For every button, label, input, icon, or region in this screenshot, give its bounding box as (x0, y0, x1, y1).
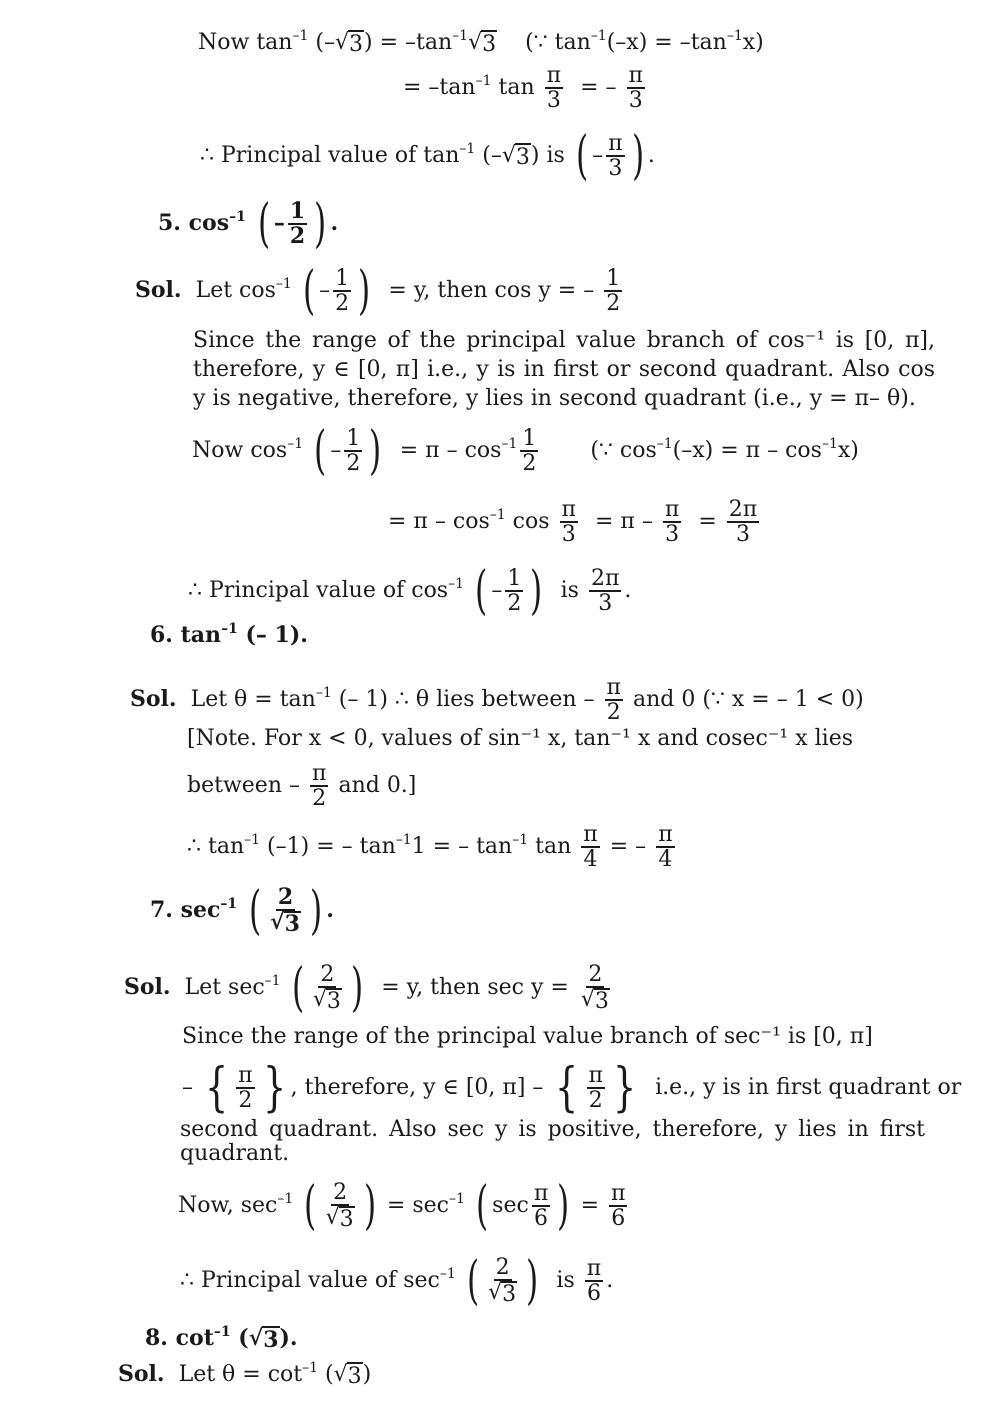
radicand: 3 (502, 1282, 517, 1307)
brace: } (262, 1058, 286, 1118)
denominator: 2 (289, 223, 306, 249)
text: ∴ tan (187, 834, 245, 860)
superscript: –1 (726, 28, 743, 44)
fraction (520, 427, 538, 475)
sqrt-symbol: √ 3 (270, 909, 300, 937)
text: tan (535, 834, 572, 860)
text: , therefore, y ∈ [0, π] – (290, 1075, 544, 1100)
numerator: 2 (588, 961, 603, 987)
denominator: 3 (665, 522, 680, 548)
text: between – (187, 773, 300, 799)
denominator (311, 988, 344, 1013)
q5-heading: 5. $\cos^{-1}$ ( – $\frac{1}{2}$ ) . (158, 194, 339, 254)
superscript: –1 (489, 507, 506, 524)
text: (∵ tan (525, 30, 591, 55)
text: sec (492, 1193, 529, 1219)
sqrt-symbol: √ 3 (334, 30, 363, 57)
denominator: 2 (312, 786, 327, 812)
fraction (310, 762, 328, 810)
question-number: 8. (145, 1325, 168, 1351)
numerator: π (238, 1062, 253, 1088)
fraction (288, 197, 307, 249)
text: Now tan (198, 30, 293, 55)
numerator: π (533, 1180, 549, 1206)
superscript: –1 (292, 28, 309, 44)
bracket: ( (466, 1251, 480, 1311)
numerator: 1 (606, 265, 621, 291)
brace: { (555, 1058, 579, 1118)
text: (∵ cos (590, 438, 657, 463)
text: Let θ = tan (190, 687, 316, 713)
parenthesis-group (472, 1176, 574, 1236)
numerator: 2 (495, 1254, 510, 1280)
text: ) (362, 1362, 372, 1387)
text: Let cos (195, 278, 276, 303)
sqrt-symbol: √ 3 (580, 987, 609, 1014)
q7-para-line-1: Since the range of the principal value branch of sec⁻¹ is [0, π] (182, 1024, 873, 1049)
text: = y, then cos y = – (388, 278, 595, 303)
fraction (311, 963, 344, 1013)
bracket: ) (358, 261, 371, 321)
text: = – (609, 834, 647, 860)
text: ). (279, 1325, 298, 1351)
q5-now-line (192, 421, 859, 481)
parenthesis-group (245, 881, 326, 941)
radicand: 3 (482, 32, 497, 57)
q7-para-line-3: second quadrant. Also sec y is positive, therefore, y lies in first quadrant. (180, 1117, 925, 1166)
superscript: –1 (439, 1266, 456, 1282)
text: x) (837, 438, 859, 463)
parenthesis-group (572, 126, 648, 186)
bracket: ) (363, 1176, 376, 1236)
numerator: 1 (335, 265, 350, 291)
text: (–1) = – tan (267, 834, 396, 860)
numerator: 2 (333, 1179, 348, 1205)
sqrt-symbol: √ 3 (325, 1205, 354, 1232)
text: i.e., y is in first quadrant or (655, 1075, 962, 1100)
text: = π – cos (399, 438, 502, 463)
text: sec (180, 897, 221, 923)
bracket: ) (526, 1251, 539, 1311)
numerator: π (583, 822, 598, 847)
text: ∴ Principal value of cos (188, 578, 449, 603)
text: is (560, 578, 579, 603)
fraction (486, 1256, 519, 1306)
denominator: 6 (534, 1206, 549, 1231)
parenthesis-group (288, 958, 368, 1018)
radicand: 3 (347, 1364, 362, 1389)
fraction (587, 1064, 605, 1112)
superscript: –1 (302, 1360, 319, 1376)
numerator: 2π (728, 497, 758, 522)
denominator: 4 (658, 847, 673, 873)
superscript: –1 (448, 576, 465, 592)
radicand: 3 (284, 911, 300, 937)
question-number: 6. (150, 622, 173, 648)
text: – (592, 143, 604, 169)
sol-label: Sol. (130, 686, 177, 713)
denominator: 2 (238, 1088, 253, 1113)
q4-line-2 (403, 64, 648, 112)
fraction (604, 267, 622, 315)
numerator: π (561, 497, 576, 522)
bracket: ( (291, 958, 304, 1018)
fraction (236, 1064, 254, 1112)
numerator: π (606, 675, 621, 700)
bracket: ) (530, 561, 543, 621)
denominator: 2 (522, 451, 537, 476)
numerator: 1 (507, 565, 522, 591)
numerator: 1 (289, 197, 306, 224)
text: is (556, 1268, 575, 1293)
denominator: 3 (608, 156, 623, 181)
q6-sol-line (130, 676, 864, 724)
denominator: 2 (588, 1088, 603, 1113)
numerator: π (658, 822, 673, 847)
superscript: –1 (821, 436, 838, 452)
superscript: –1 (213, 1324, 231, 1340)
numerator: π (664, 497, 680, 522)
text: (– 1) ∴ θ lies between – (338, 687, 595, 713)
superscript: –1 (656, 436, 673, 452)
text: = (580, 1193, 600, 1218)
superscript: –1 (590, 28, 607, 44)
fraction (605, 676, 623, 724)
superscript: –1 (220, 896, 238, 912)
bracket: ( (257, 194, 270, 254)
denominator (324, 1206, 357, 1231)
text: x) (742, 30, 764, 55)
radicand: 3 (339, 1207, 354, 1232)
text: ) is (530, 143, 565, 168)
parenthesis-group (463, 1251, 543, 1311)
denominator (268, 911, 303, 936)
superscript: –1 (512, 832, 529, 849)
text: = y, then sec y = (381, 975, 569, 1000)
numerator: π (588, 1062, 603, 1088)
numerator: π (311, 761, 327, 786)
superscript: –1 (501, 436, 518, 452)
denominator: 3 (598, 591, 613, 616)
fraction (585, 1257, 603, 1305)
superscript: –1 (221, 621, 238, 637)
text: ( (325, 1362, 334, 1387)
q7-sol-line (124, 958, 615, 1018)
fraction (609, 1182, 627, 1230)
numerator: π (608, 130, 623, 156)
radicand: 3 (349, 32, 363, 57)
text: = –tan (403, 75, 476, 101)
superscript: –1 (244, 832, 261, 849)
q5-sol-line (135, 261, 625, 321)
fraction (505, 567, 523, 615)
denominator: 3 (561, 522, 576, 548)
bracket: ( (302, 261, 316, 321)
text: (– (315, 30, 335, 55)
fraction (324, 1181, 357, 1231)
numerator: 2 (320, 961, 335, 987)
bracket: ( (575, 126, 589, 186)
fraction (532, 1182, 550, 1230)
question-number: 5. (158, 210, 181, 236)
denominator: 4 (583, 847, 598, 873)
bracket: ) (631, 126, 644, 186)
q7-heading: 7. $\sec^{-1}$ ( 2 √ 3 ) . (150, 881, 334, 941)
parenthesis-group (300, 1176, 380, 1236)
text: tan (180, 622, 222, 648)
fraction (333, 267, 351, 315)
denominator: 2 (507, 591, 522, 616)
denominator: 6 (611, 1206, 626, 1231)
fraction (579, 963, 612, 1013)
denominator: 6 (586, 1281, 601, 1306)
numerator: π (628, 63, 643, 88)
denominator: 2 (335, 291, 350, 316)
q6-between-line (187, 762, 416, 810)
q6-heading (150, 621, 308, 648)
superscript: –1 (275, 276, 292, 292)
fraction (545, 64, 563, 112)
sqrt-symbol: √ 3 (248, 1325, 279, 1353)
fraction (656, 823, 674, 871)
superscript: –1 (229, 209, 246, 225)
bracket: ( (475, 1176, 489, 1236)
fraction (581, 823, 599, 871)
q7-conclusion: ∴ Principal value of $\sec^{-1}$ ( 2 √ 3 ) is $\frac{\pi}{6}$ . (180, 1251, 614, 1311)
q7-para-line-2: – { $\frac{\pi}{2}$ } , therefore, y ∈ [0, π] – { $\frac{\pi}{2}$ } i.e., y is in first quadrant or (182, 1058, 962, 1118)
parenthesis-group: ( – $\frac{1}{2}$ ) (314, 421, 382, 481)
superscript: –1 (475, 73, 492, 90)
text: cos (512, 509, 550, 535)
radicand: 3 (515, 145, 530, 170)
text: cot (175, 1325, 214, 1351)
sqrt-symbol: √ 3 (468, 30, 497, 57)
numerator: 1 (346, 425, 361, 451)
text: ∴ Principal value of sec (180, 1268, 440, 1293)
sqrt-symbol: √ 3 (333, 1362, 362, 1389)
denominator: 2 (606, 700, 621, 726)
bracket: ) (369, 421, 382, 481)
sol-label: Sol. (118, 1361, 165, 1387)
parenthesis-group: ( – $\frac{1}{2}$ ) (302, 261, 371, 321)
numerator: π (546, 63, 562, 88)
fraction (627, 64, 645, 112)
text: = (698, 509, 717, 535)
numerator: 2 (277, 883, 294, 910)
text: and 0 (∵ x = – 1 < 0) (632, 687, 864, 713)
q4-conclusion: ∴ Principal value of $\tan^{-1}$ (–√ 3 ) is ( – $\frac{\pi}{3}$ ) . (200, 126, 655, 186)
denominator: 2 (346, 451, 361, 476)
denominator (486, 1281, 519, 1306)
brace: } (612, 1058, 637, 1118)
bracket: ) (314, 194, 327, 254)
fraction (344, 427, 362, 475)
numerator: 2π (590, 565, 620, 591)
fraction (606, 132, 624, 180)
sol-label: Sol. (135, 277, 182, 303)
text: Now cos (192, 438, 288, 463)
fraction (727, 498, 759, 546)
bracket: ( (314, 421, 327, 481)
radicand: 3 (263, 1327, 279, 1353)
bracket: ( (248, 881, 262, 941)
text: = π – cos (388, 509, 490, 535)
parenthesis-group: ( – $\frac{1}{2}$ ) (257, 194, 327, 254)
sqrt-symbol: √ 3 (488, 1280, 517, 1307)
bracket: ) (309, 881, 323, 941)
radicand: 3 (594, 989, 609, 1014)
q6-note-line: [Note. For x < 0, values of sin⁻¹ x, tan⁻¹ x and cosec⁻¹ x lies (187, 726, 854, 751)
q5-conclusion: ∴ Principal value of $\cos^{-1}$ ( – $\frac{1}{2}$ ) is $\frac{2\pi}{3}$ . (188, 561, 632, 621)
text: = sec (386, 1193, 449, 1218)
q6-eq-line (187, 823, 678, 871)
radicand: 3 (326, 989, 341, 1014)
superscript: –1 (287, 436, 304, 452)
superscript: –1 (277, 1191, 294, 1207)
brace-group (550, 1058, 641, 1118)
text: (–x) = π – cos (672, 438, 822, 463)
q4-line-1 (198, 28, 764, 57)
text: ( (238, 1325, 249, 1351)
denominator (579, 988, 612, 1013)
superscript: –1 (452, 28, 469, 44)
text: (– 1). (245, 622, 308, 648)
text: ∴ Principal value of tan (200, 143, 460, 168)
question-number: 7. (150, 897, 173, 923)
numerator: π (611, 1180, 626, 1206)
superscript: –1 (264, 973, 281, 989)
bracket: ( (475, 561, 488, 621)
sqrt-symbol: √ 3 (501, 143, 530, 170)
text: Now, sec (178, 1193, 278, 1218)
denominator: 3 (628, 88, 643, 114)
q5-eq2-line (388, 498, 762, 546)
sqrt-symbol: √ 3 (312, 987, 341, 1014)
text: cos (188, 210, 230, 236)
superscript: –1 (395, 832, 412, 849)
q8-heading (145, 1324, 298, 1353)
fraction (560, 498, 578, 546)
denominator: 3 (736, 522, 751, 548)
brace: { (204, 1058, 229, 1118)
text: Let sec (184, 975, 265, 1000)
superscript: –1 (459, 141, 476, 157)
fraction (663, 498, 681, 546)
denominator: 2 (606, 291, 621, 316)
text: ) = –tan (364, 30, 453, 55)
text: tan (498, 75, 535, 101)
bracket: ) (350, 958, 364, 1018)
q8-sol-line (118, 1360, 371, 1389)
q5-paragraph: Since the range of the principal value branch of cos⁻¹ is [0, π], therefore, y ∈ [0, π] i.e., y is in first or second quadrant. Also cos y is negative, therefore, y lies in second quadrant (i.e., y = π– θ). (193, 328, 935, 411)
fraction (589, 567, 621, 615)
superscript: –1 (315, 685, 332, 702)
parenthesis-group: ( – $\frac{1}{2}$ ) (475, 561, 543, 621)
bracket: ) (557, 1176, 570, 1236)
text: = – (580, 75, 617, 101)
text: and 0.] (338, 773, 417, 799)
sol-label: Sol. (124, 974, 171, 1000)
numerator: π (586, 1255, 602, 1281)
text: = π – (594, 509, 653, 535)
brace-group (200, 1058, 291, 1118)
denominator: 3 (546, 88, 561, 114)
fraction (268, 883, 303, 937)
text: (–x) = –tan (606, 30, 727, 55)
q7-now-line (178, 1176, 630, 1236)
text: 1 = – tan (411, 834, 513, 860)
bracket: ( (304, 1176, 317, 1236)
superscript: –1 (448, 1191, 465, 1207)
numerator: 1 (522, 425, 537, 451)
text: (– (482, 143, 502, 168)
text: Let θ = cot (178, 1362, 303, 1387)
